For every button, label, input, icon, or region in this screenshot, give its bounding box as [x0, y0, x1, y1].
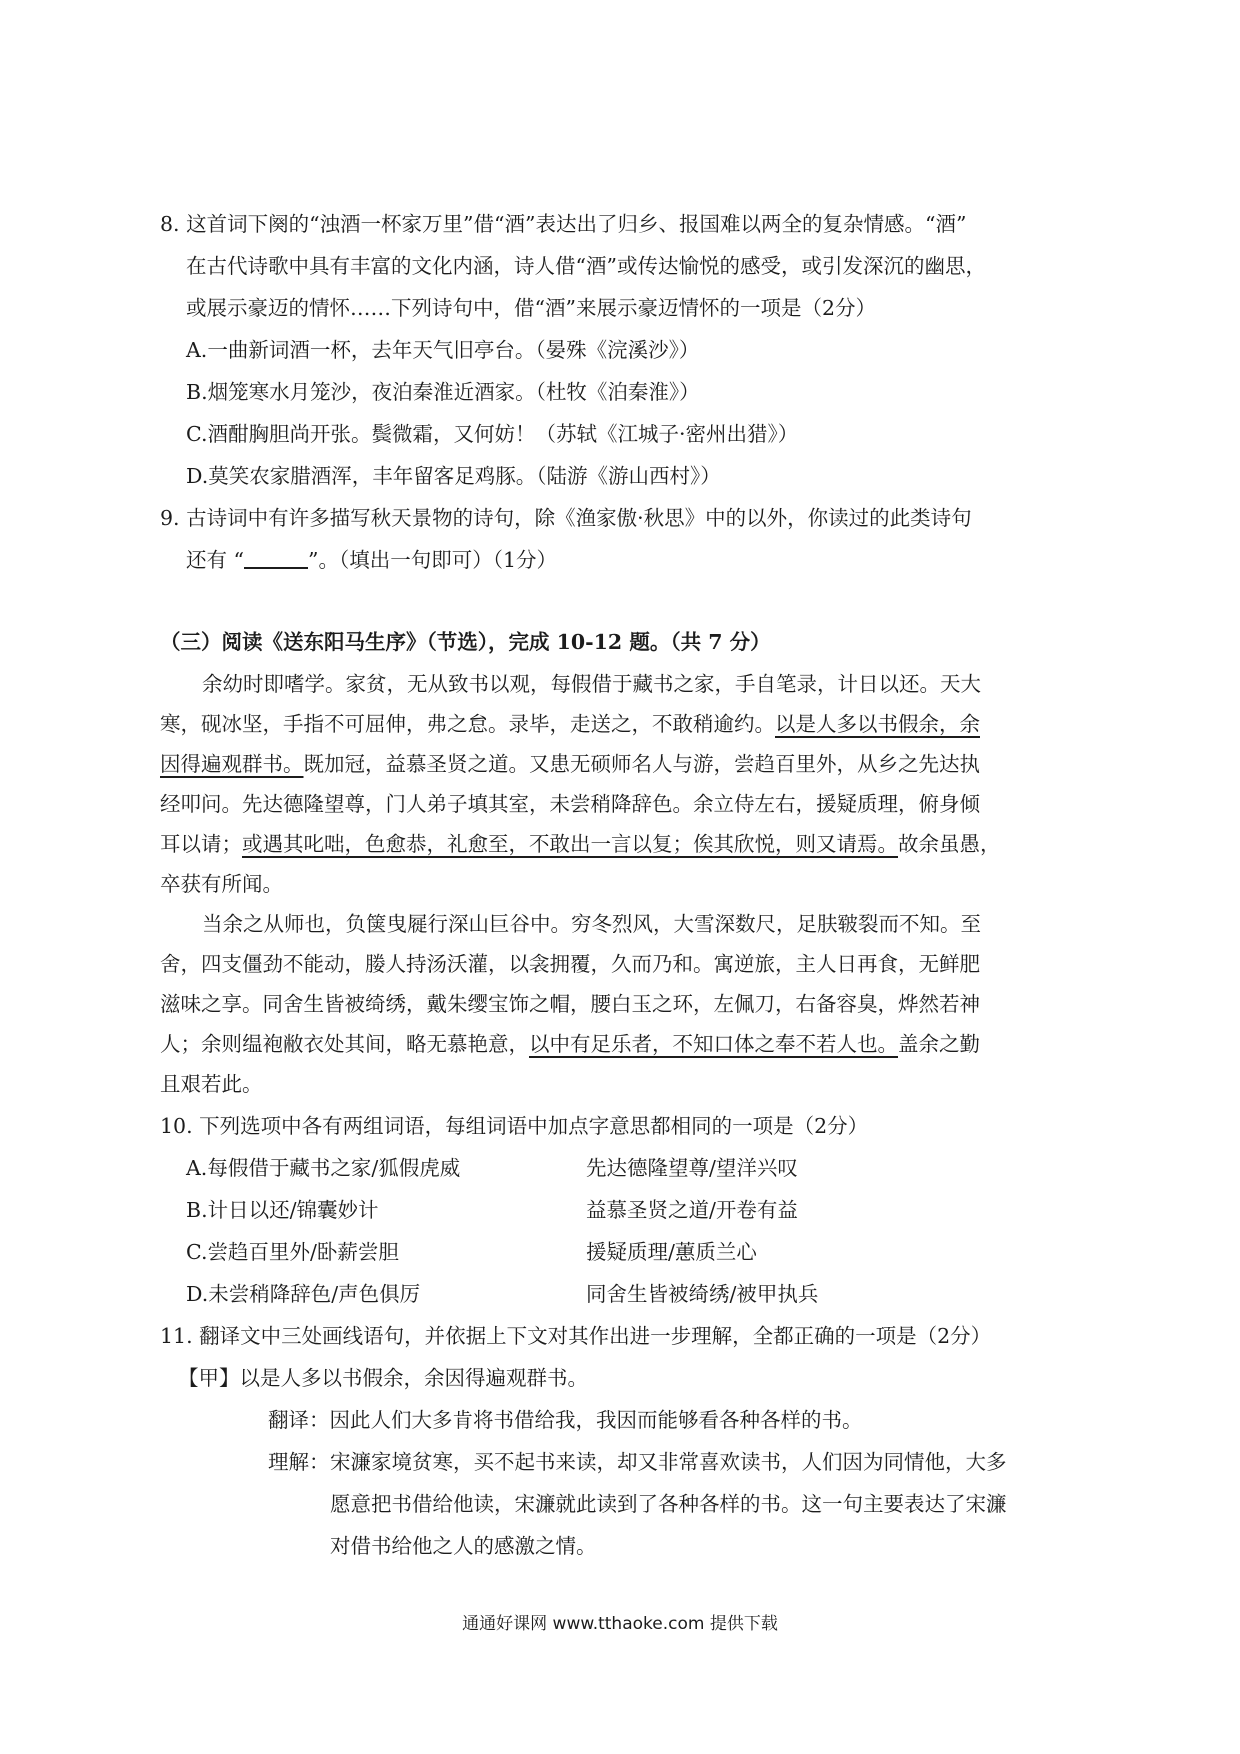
q11-understanding-line-2: 愿意把书借给他读，宋濂就此读到了各种各样的书。这一句主要表达了宋濂 — [330, 1492, 1007, 1516]
passage-p1-line-2: 寒，砚冰坚，手指不可屈伸，弗之怠。录毕，走送之，不敢稍逾约。以是人多以书假余，余 — [160, 712, 980, 736]
section-3-title: （三）阅读《送东阳马生序》（节选），完成 10-12 题。（共 7 分） — [160, 630, 771, 654]
q10-stem: 10. 下列选项中各有两组词语，每组词语中加点字意思都相同的一项是（2分） — [160, 1114, 869, 1138]
q10-option-b-right: 益慕圣贤之道/开卷有益 — [586, 1198, 798, 1222]
jia-label: 【甲】 — [178, 1366, 240, 1390]
passage-p1-line-1: 余幼时即嗜学。家贫，无从致书以观，每假借于藏书之家，手自笔录，计日以还。天大 — [202, 672, 981, 696]
q11-understanding-line-3: 对借书给他之人的感激之情。 — [330, 1534, 597, 1558]
q8-line-3: 或展示豪迈的情怀……下列诗句中，借“酒”来展示豪迈情怀的一项是（2分） — [186, 296, 877, 320]
underlined-sentence-bing: 以中有足乐者，不知口体之奉不若人也。 — [529, 1032, 898, 1056]
underlined-sentence-yi: 或遇其叱咄，色愈恭，礼愈至，不敢出一言以复；俟其欣悦，则又请焉。 — [242, 832, 898, 856]
passage-p1-line-3: 因得遍观群书。既加冠，益慕圣贤之道。又患无硕师名人与游，尝趋百里外，从乡之先达执 — [160, 752, 980, 776]
q10-option-c-left: C.尝趋百里外/卧薪尝胆 — [186, 1240, 399, 1264]
q10-option-b-left: B.计日以还/锦囊妙计 — [186, 1198, 379, 1222]
q9-line-1: 9. 古诗词中有许多描写秋天景物的诗句，除《渔家傲·秋思》中的以外，你读过的此类诗句 — [160, 506, 972, 530]
q10-option-d-left: D.未尝稍降辞色/声色俱厉 — [186, 1282, 421, 1306]
q10-option-a-right: 先达德隆望尊/望洋兴叹 — [586, 1156, 798, 1180]
q10-option-a-left: A.每假借于藏书之家/狐假虎威 — [186, 1156, 461, 1180]
q11-stem: 11. 翻译文中三处画线语句，并依据上下文对其作出进一步理解，全都正确的一项是（2分） — [160, 1324, 992, 1348]
footer-download-note: 通通好课网 www.tthaoke.com 提供下载 — [462, 1614, 778, 1634]
underlined-sentence-jia: 以是人多以书假余，余 — [775, 712, 980, 736]
q8-option-b: B.烟笼寒水月笼沙，夜泊秦淮近酒家。（杜牧《泊秦淮》） — [186, 380, 700, 404]
q11-translation: 翻译：因此人们大多肯将书借给我，我因而能够看各种各样的书。 — [268, 1408, 863, 1432]
q11-jia: 【甲】以是人多以书假余，余因得遍观群书。 — [178, 1366, 588, 1390]
passage-p2-line-5: 且艰若此。 — [160, 1072, 263, 1096]
q9-line-2: 还有 “ ”。（填出一句即可）（1分） — [186, 548, 558, 572]
translate-label: 翻译： — [268, 1408, 330, 1432]
passage-p2-line-1: 当余之从师也，负箧曳屣行深山巨谷中。穷冬烈风，大雪深数尺，足肤皲裂而不知。至 — [202, 912, 981, 936]
q10-option-d-right: 同舍生皆被绮绣/被甲执兵 — [586, 1282, 819, 1306]
underlined-sentence-jia-cont: 因得遍观群书。 — [160, 752, 304, 776]
passage-p2-line-2: 舍，四支僵劲不能动，媵人持汤沃灌，以衾拥覆，久而乃和。寓逆旅，主人日再食，无鲜肥 — [160, 952, 980, 976]
q11-understanding-label: 理解： — [268, 1450, 330, 1474]
q11-understanding-line-1: 宋濂家境贫寒，买不起书来读，却又非常喜欢读书，人们因为同情他，大多 — [330, 1450, 1007, 1474]
passage-p1-line-5: 耳以请；或遇其叱咄，色愈恭，礼愈至，不敢出一言以复；俟其欣悦，则又请焉。故余虽愚， — [160, 832, 1001, 856]
passage-p2-line-4: 人；余则缊袍敝衣处其间，略无慕艳意，以中有足乐者，不知口体之奉不若人也。盖余之勤 — [160, 1032, 980, 1056]
answer-blank — [244, 549, 308, 569]
q8-line-1: 8. 这首词下阕的“浊酒一杯家万里”借“酒”表达出了归乡、报国难以两全的复杂情感。“酒” — [160, 212, 967, 236]
passage-p1-line-4: 经叩问。先达德隆望尊，门人弟子填其室，未尝稍降辞色。余立侍左右，援疑质理，俯身倾 — [160, 792, 980, 816]
q10-option-c-right: 援疑质理/蕙质兰心 — [586, 1240, 757, 1264]
passage-p1-line-6: 卒获有所闻。 — [160, 872, 283, 896]
q8-option-a: A.一曲新词酒一杯，去年天气旧亭台。（晏殊《浣溪沙》） — [186, 338, 700, 362]
q8-option-c: C.酒酣胸胆尚开张。鬓微霜，又何妨！（苏轼《江城子·密州出猎》） — [186, 422, 799, 446]
passage-p2-line-3: 滋味之享。同舍生皆被绮绣，戴朱缨宝饰之帽，腰白玉之环，左佩刀，右备容臭，烨然若神 — [160, 992, 980, 1016]
q8-option-d: D.莫笑农家腊酒浑，丰年留客足鸡豚。（陆游《游山西村》） — [186, 464, 721, 488]
q8-line-2: 在古代诗歌中具有丰富的文化内涵，诗人借“酒”或传达愉悦的感受，或引发深沉的幽思， — [186, 254, 986, 278]
